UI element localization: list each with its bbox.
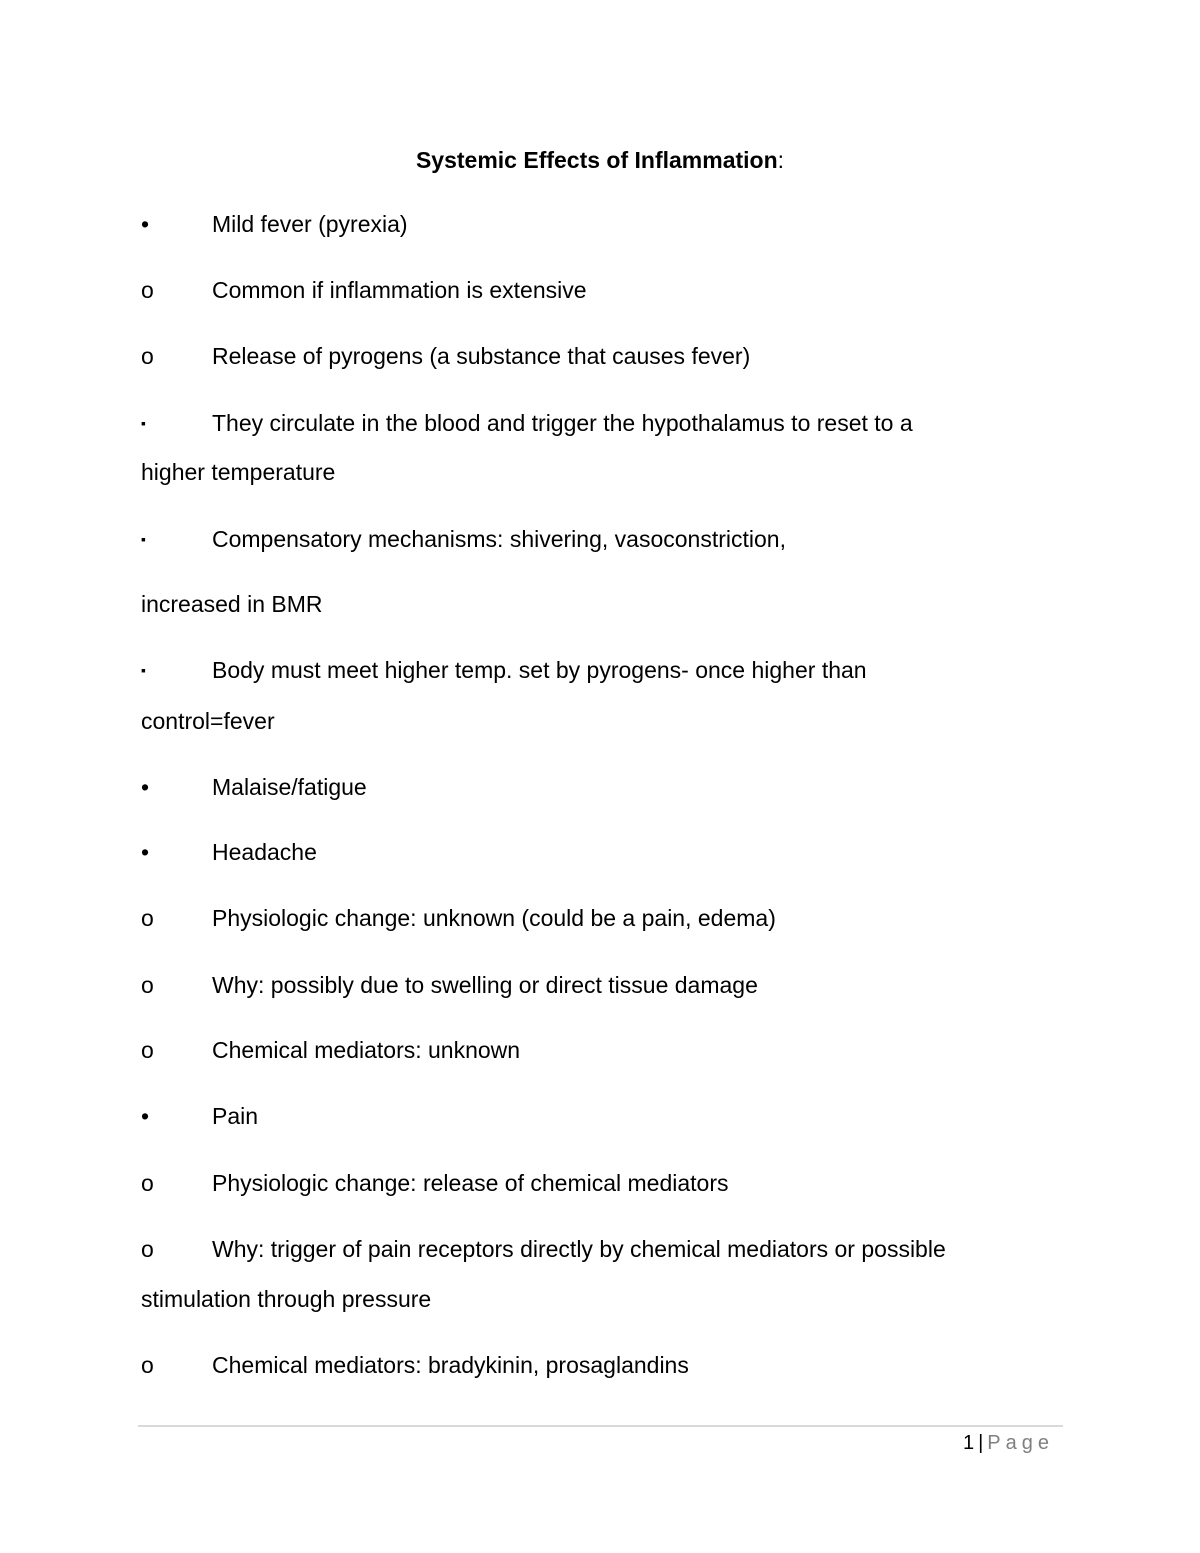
list-item: Common if inflammation is extensive: [212, 277, 587, 303]
footer-divider: [138, 1425, 1063, 1427]
list-item: increased in BMR: [141, 591, 323, 617]
list-item: Physiologic change: release of chemical mediators: [212, 1170, 729, 1196]
list-item: Malaise/fatigue: [212, 774, 367, 800]
list-item-continuation: control=fever: [141, 708, 275, 734]
document-title-suffix: :: [777, 147, 785, 173]
bullet-marker: •: [141, 774, 150, 800]
footer-separator: |: [978, 1432, 984, 1454]
square-bullet-marker: ▪: [141, 531, 146, 547]
list-item-continuation: higher temperature: [141, 459, 336, 485]
list-item: Pain: [212, 1103, 259, 1129]
list-item: They circulate in the blood and trigger the hypothalamus to reset to a: [212, 410, 913, 436]
sub-bullet-marker: o: [141, 1037, 154, 1063]
list-item: Release of pyrogens (a substance that causes fever): [212, 343, 751, 369]
page-footer: [963, 1428, 1054, 1458]
bullet-marker: •: [141, 211, 150, 237]
bullet-marker: •: [141, 1103, 150, 1129]
sub-bullet-marker: o: [141, 1236, 154, 1262]
document-title: [0, 142, 1200, 178]
page-label: Page: [987, 1432, 1054, 1454]
sub-bullet-marker: o: [141, 972, 154, 998]
sub-bullet-marker: o: [141, 905, 154, 931]
square-bullet-marker: ▪: [141, 662, 146, 678]
list-item: Chemical mediators: unknown: [212, 1037, 521, 1063]
list-item: Body must meet higher temp. set by pyrogens- once higher than: [212, 657, 867, 683]
document-title-text: Systemic Effects of Inflammation: [415, 147, 778, 173]
list-item: Mild fever (pyrexia): [212, 211, 408, 237]
list-item: Why: possibly due to swelling or direct tissue damage: [212, 972, 758, 998]
square-bullet-marker: ▪: [141, 415, 146, 431]
list-item: Physiologic change: unknown (could be a pain, edema): [212, 905, 776, 931]
sub-bullet-marker: o: [141, 277, 154, 303]
list-item: Compensatory mechanisms: shivering, vasoconstriction,: [212, 526, 786, 552]
sub-bullet-marker: o: [141, 1170, 154, 1196]
list-item-continuation: stimulation through pressure: [141, 1286, 432, 1312]
page-number: 1: [962, 1432, 975, 1454]
sub-bullet-marker: o: [141, 343, 154, 369]
sub-bullet-marker: o: [141, 1352, 154, 1378]
list-item: Headache: [212, 839, 317, 865]
list-item: Chemical mediators: bradykinin, prosaglandins: [212, 1352, 689, 1378]
bullet-marker: •: [141, 839, 150, 865]
list-item: Why: trigger of pain receptors directly by chemical mediators or possible: [212, 1236, 946, 1262]
